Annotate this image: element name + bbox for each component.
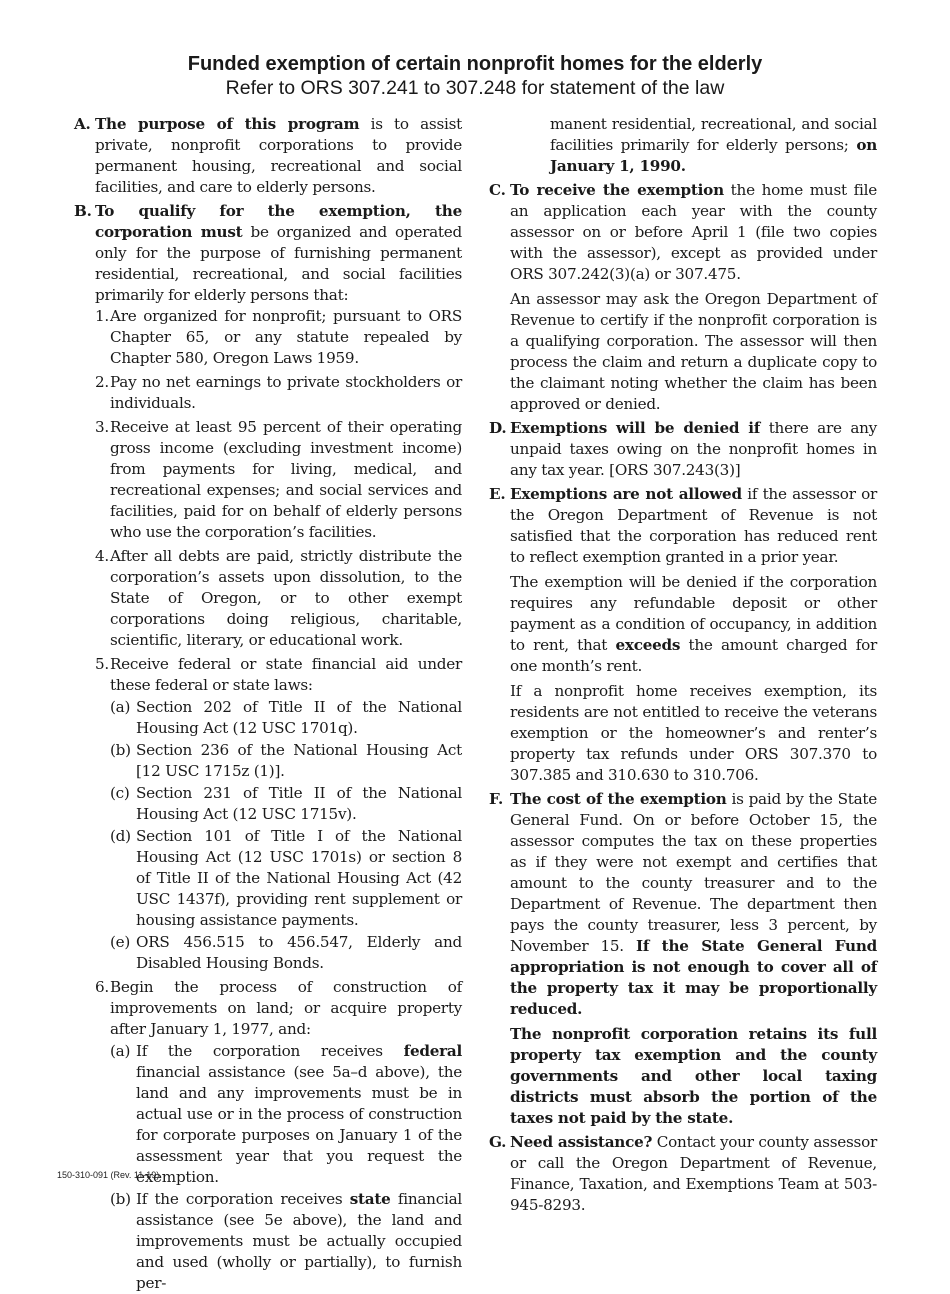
section-letter: F.	[489, 790, 504, 808]
section-e	[489, 484, 877, 786]
section-d	[489, 418, 877, 481]
list-item: 3. Receive at least 95 percent of their operating gross income (excluding investment income) from payments for living, medical, and recreational expenses; and social services and facilities, paid for on behalf of elderly persons who use the corporation’s facilities.	[95, 418, 462, 541]
requirements-list	[95, 306, 462, 1294]
section-g	[489, 1132, 877, 1216]
section-b	[74, 201, 462, 1294]
page-header	[0, 52, 950, 100]
section-c-paragraph: An assessor may ask the Oregon Department of Revenue to certify if the nonprofit corporation is a qualifying corporation. The assessor will then process the claim and return a duplicate copy to the claimant noting whether the claim has been approved or denied.	[510, 290, 877, 413]
section-d-text: Exemptions will be denied if there are any unpaid taxes owing on the nonprofit homes in any tax year. [ORS 307.243(3)]	[510, 419, 877, 479]
section-e-paragraph: If a nonprofit home receives exemption, its residents are not entitled to receive the veterans exemption or the homeowner’s and renter’s property tax refunds under ORS 307.370 to 307.385 and 310.630 to 310.706.	[510, 682, 877, 784]
list-item: 6. Begin the process of construction of improvements on land; or acquire property after January 1, 1977, and: (a) If the corporation receives federal financial assistance (see 5a–d above), the land and any improvements must be in actual use or in the process of construction for corporate purposes on January 1 of the assessment year that you request the exemption. (b) If the corporation receives state financial assistance (see 5e above), the land and improvements must be actually occupied and used (wholly or partially), to furnish per-	[95, 978, 462, 1292]
list-item: 2. Pay no net earnings to private stockholders or individuals.	[95, 373, 462, 412]
list-item: 1. Are organized for nonprofit; pursuant to ORS Chapter 65, or any statute repealed by Chapter 580, Oregon Laws 1959.	[95, 307, 462, 367]
section-f-text: The cost of the exemption is paid by the State General Fund. On or before October 15, the assessor computes the tax on these properties as if they were not exempt and certifies that amount to the county treasurer and to the Department of Revenue. The department then pays the county treasurer, less 3 percent, by November 15. If the State General Fund appropriation is not enough to cover all of the property tax it may be proportionally reduced.	[510, 790, 877, 1018]
section-c	[489, 180, 877, 415]
section-g-text: Need assistance? Contact your county assessor or call the Oregon Department of Revenue, Finance, Taxation, and Exemptions Team at 503-945-8293.	[510, 1133, 877, 1214]
section-letter: C.	[489, 181, 506, 199]
section-a	[74, 114, 462, 198]
section-e-paragraph: The exemption will be denied if the corporation requires any refundable deposit or other payment as a condition of occupancy, in addition to rent, that exceeds the amount charged for one month’s rent.	[510, 573, 877, 675]
form-number: 150-310-091 (Rev. 11-19)	[57, 1170, 160, 1180]
list-item: 4. After all debts are paid, strictly distribute the corporation’s assets upon dissolution, to the State of Oregon, or to other exempt corporations doing religious, charitable, scientific, literary, or educational work.	[95, 547, 462, 649]
sub-item: (e) ORS 456.515 to 456.547, Elderly and Disabled Housing Bonds.	[110, 933, 462, 972]
section-b-continuation: manent residential, recreational, and social facilities primarily for elderly persons; on January 1, 1990.	[550, 115, 877, 175]
sub-item: (d) Section 101 of Title I of the National Housing Act (12 USC 1701s) or section 8 of Title II of the National Housing Act (42 USC 1437f), providing rent supplement or housing assistance payments.	[110, 827, 462, 929]
sub-item: (b) If the corporation receives state financial assistance (see 5e above), the land and improvements must be actually occupied and used (wholly or partially), to furnish per-	[110, 1190, 462, 1292]
right-column	[489, 114, 877, 1216]
section-letter: G.	[489, 1133, 507, 1151]
section-f	[489, 789, 877, 1129]
section-b-text: To qualify for the exemption, the corporation must be organized and operated only for the purpose of furnishing permanent residential, recreational, and social facilities primarily for elderly persons that:	[95, 202, 462, 304]
section-letter: E.	[489, 485, 506, 503]
section-c-text: To receive the exemption the home must file an application each year with the county assessor on or before April 1 (file two copies with the assessor), except as provided under ORS 307.242(3)(a) or 307.475.	[510, 181, 877, 283]
left-column	[74, 114, 462, 1294]
section-f-paragraph: The nonprofit corporation retains its full property tax exemption and the county governments and other local taxing districts must absorb the portion of the taxes not paid by the state.	[510, 1025, 877, 1127]
section-letter: A.	[74, 115, 91, 133]
sub-item: (a) If the corporation receives federal financial assistance (see 5a–d above), the land and any improvements must be in actual use or in the process of construction for corporate purposes on January 1 of the assessment year that you request the exemption.	[110, 1042, 462, 1186]
section-letter: B.	[74, 202, 92, 220]
section-a-text: The purpose of this program is to assist private, nonprofit corporations to provide permanent housing, recreational and social facilities, and care to elderly persons.	[95, 115, 462, 196]
section-letter: D.	[489, 419, 507, 437]
sub-item: (b) Section 236 of the National Housing Act [12 USC 1715z (1)].	[110, 741, 462, 780]
page-subtitle: Refer to ORS 307.241 to 307.248 for statement of the law	[225, 77, 725, 99]
page-title: Funded exemption of certain nonprofit homes for the elderly	[187, 53, 763, 75]
section-e-text: Exemptions are not allowed if the assessor or the Oregon Department of Revenue is not satisfied that the corporation has reduced rent to reflect exemption granted in a prior year.	[510, 485, 877, 566]
list-item: 5. Receive federal or state financial aid under these federal or state laws: (a) Section 202 of Title II of the National Housing Act (12 USC 1701q). (b) Section 236 of the National Housing Act [12 USC 1715z (1)]. (c) Section 231 of Title II of the National Housing Act (12 USC 1715v). (d) Section 101 of Title I of the National Housing Act (12 USC 1701s) or section 8 of Title II of the National Housing Act (42 USC 1437f), providing rent supplement or housing assistance payments. (e) ORS 456.515 to 456.547, Elderly and Disabled Housing Bonds.	[95, 655, 462, 972]
sub-item: (a) Section 202 of Title II of the National Housing Act (12 USC 1701q).	[110, 698, 462, 737]
sub-item: (c) Section 231 of Title II of the National Housing Act (12 USC 1715v).	[110, 784, 462, 823]
